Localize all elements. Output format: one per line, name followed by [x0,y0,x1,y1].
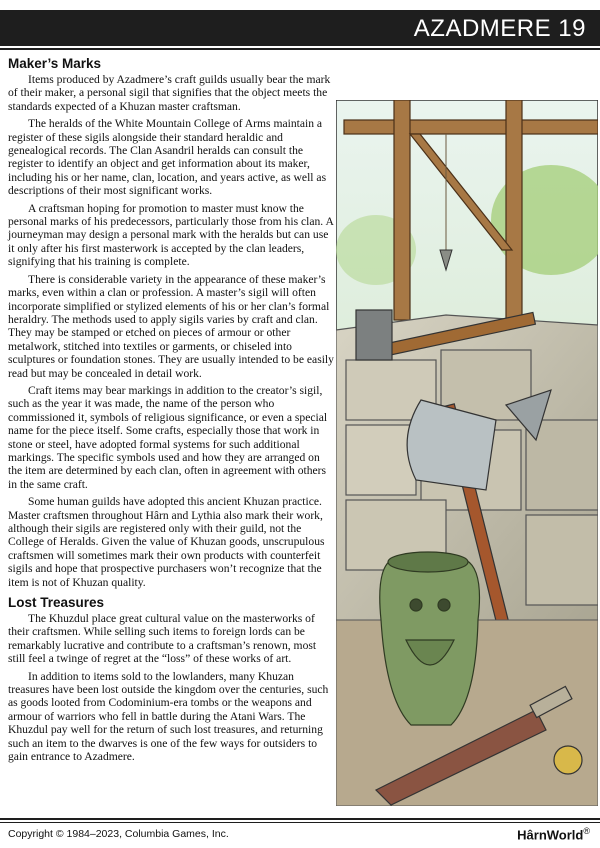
registered-mark: ® [583,826,590,836]
footer-rule [0,818,600,820]
text-column [8,56,335,768]
paragraph: Craft items may bear markings in addition to the creator’s sigil, such as the year it was made, the name of the person who commissioned it, symbols of religious significance, or even a special name for the piece itself. Some crafts, especially those that work in stone or steel, have adopted formal systems for such additional markings. The specific symbols used and how they are arranged on the item are determined by each clan, often in agreement with others in the same craft. [8,383,328,491]
section-heading-makers-marks: Maker’s Marks [8,56,102,71]
face-jug [380,552,480,725]
paragraph: In addition to items sold to the lowlanders, many Khuzan treasures have been lost outside the kingdom over the centuries, such as goods looted from Codominium-era tombs or the weapons and armour of warriors who fell in battle during the Atani Wars. The Khuzdul pay well for the return of such lost treasures, and returning such an item to the dwarves is one of the few ways for outsiders to gain entrance to Azadmere. [8,669,329,764]
paragraph: The Khuzdul place great cultural value on the masterworks of their craftsmen. While selling such items to foreign lords can be remarkably lucrative and contribute to a craftsman’s renown, most still feel a twinge of regret at the “loss” of these works of art. [8,612,317,666]
illustration-treasures [336,100,598,806]
page-title: AZADMERE 19 [413,15,586,42]
brand-name: HârnWorld [517,827,584,843]
copyright-notice: Copyright © 1984–2023, Columbia Games, Inc. [8,828,229,840]
paragraph: A craftsman hoping for promotion to master must know the personal marks of his predecessors, particularly those from his clan. A journeyman may design a personal mark with the heralds but can use it only after his first masterwork is accepted by the clan leaders, signifying that his training is complete. [8,201,334,269]
brand-logo-text [517,826,590,842]
paragraph: Some human guilds have adopted this ancient Khuzan practice. Master craftsmen throughout Hârn and Lythia also mark their work, although their sigils are registered only with their guild, not the College of Heralds. Given the value of Khuzan goods, unscrupulous craftsmen will sometimes mark their own products with counterfeit sigils and hope that prospective purchasers won’t recognize that the item is not of Khuzan quality. [8,495,325,589]
footer-rule-thin [0,822,600,823]
paragraph: Items produced by Azadmere’s craft guilds usually bear the mark of their maker, a personal sigil that signifies that the object meets the standards expected of a Khuzan master craftsman. [8,73,331,113]
paragraph: There is considerable variety in the appearance of these maker’s marks, even within a clan or profession. A master’s sigil will often incorporate simplified or stylized elements of his or her clan’s formal heraldry. The methods used to apply sigils varies by craft and clan. They may be stamped or etched on pieces of armour or other metalwork, stitched into textiles or garments, or chiseled into sculptures or foundation stones. They are usually intended to be easily read but may be concealed in detail work. [8,272,334,380]
section-heading-lost-treasures: Lost Treasures [8,595,105,611]
header-stripe [0,48,600,50]
paragraph: The heralds of the White Mountain College of Arms maintain a register of these sigils alongside their standard heraldic and genealogical records. The Clan Asandril heralds can consult the register to identify an object and get information about its maker, including his or her name, clan, location, and years active, as well as descriptions of their most significant works. [8,117,327,198]
